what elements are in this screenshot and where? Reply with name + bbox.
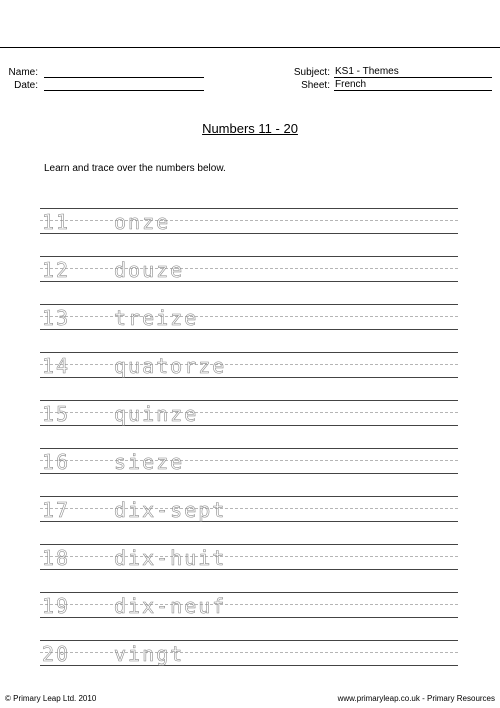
trace-guideline (40, 256, 458, 257)
trace-row (40, 592, 458, 618)
trace-guideline (40, 425, 458, 426)
trace-guideline (40, 400, 458, 401)
trace-row (40, 256, 458, 282)
trace-word[interactable]: quinze (114, 402, 199, 426)
trace-row (40, 400, 458, 426)
trace-midline (40, 508, 458, 509)
trace-midline (40, 412, 458, 413)
trace-guideline (40, 329, 458, 330)
date-label: Date: (14, 80, 38, 91)
name-field[interactable] (44, 77, 204, 78)
trace-guideline (40, 304, 458, 305)
trace-row (40, 496, 458, 522)
trace-guideline (40, 352, 458, 353)
trace-row (40, 640, 458, 666)
trace-number[interactable]: 12 (42, 258, 71, 282)
page-title-text: Numbers 11 - 20 (202, 121, 298, 136)
trace-guideline (40, 544, 458, 545)
trace-midline (40, 220, 458, 221)
trace-number[interactable]: 16 (42, 450, 71, 474)
trace-word[interactable]: dix-neuf (114, 594, 227, 618)
date-field[interactable] (44, 90, 204, 91)
trace-guideline (40, 377, 458, 378)
header-divider (0, 47, 500, 48)
name-label: Name: (8, 67, 38, 78)
trace-midline (40, 316, 458, 317)
trace-number[interactable]: 14 (42, 354, 71, 378)
sheet-label: Sheet: (301, 80, 330, 91)
trace-word[interactable]: treize (114, 306, 199, 330)
trace-word[interactable]: sieze (114, 450, 185, 474)
trace-row (40, 448, 458, 474)
trace-number[interactable]: 13 (42, 306, 71, 330)
page-title (0, 121, 500, 137)
subject-value: KS1 - Themes (335, 66, 399, 77)
trace-guideline (40, 521, 458, 522)
footer-website: www.primaryleap.co.uk - Primary Resources (337, 694, 495, 703)
subject-label: Subject: (293, 67, 330, 78)
trace-guideline (40, 281, 458, 282)
sheet-value: French (335, 79, 367, 90)
trace-number[interactable]: 15 (42, 402, 71, 426)
trace-word[interactable]: quatorze (114, 354, 227, 378)
trace-midline (40, 268, 458, 269)
trace-row (40, 544, 458, 570)
trace-midline (40, 460, 458, 461)
trace-guideline (40, 617, 458, 618)
instructions: Learn and trace over the numbers below. (44, 163, 226, 174)
trace-guideline (40, 473, 458, 474)
trace-number[interactable]: 20 (42, 642, 71, 666)
trace-midline (40, 556, 458, 557)
trace-row (40, 208, 458, 234)
trace-number[interactable]: 18 (42, 546, 71, 570)
trace-word[interactable]: douze (114, 258, 185, 282)
footer-copyright: © Primary Leap Ltd. 2010 (5, 694, 97, 703)
trace-word[interactable]: dix-sept (114, 498, 227, 522)
trace-word[interactable]: onze (114, 210, 171, 234)
trace-guideline (40, 665, 458, 666)
trace-row (40, 352, 458, 378)
trace-number[interactable]: 19 (42, 594, 71, 618)
trace-guideline (40, 592, 458, 593)
trace-guideline (40, 448, 458, 449)
trace-number[interactable]: 11 (42, 210, 71, 234)
trace-word[interactable]: vingt (114, 642, 185, 666)
trace-guideline (40, 640, 458, 641)
trace-number[interactable]: 17 (42, 498, 71, 522)
trace-midline (40, 364, 458, 365)
trace-row (40, 304, 458, 330)
trace-guideline (40, 233, 458, 234)
trace-midline (40, 652, 458, 653)
trace-guideline (40, 208, 458, 209)
trace-guideline (40, 496, 458, 497)
trace-guideline (40, 569, 458, 570)
trace-word[interactable]: dix-huit (114, 546, 227, 570)
trace-midline (40, 604, 458, 605)
